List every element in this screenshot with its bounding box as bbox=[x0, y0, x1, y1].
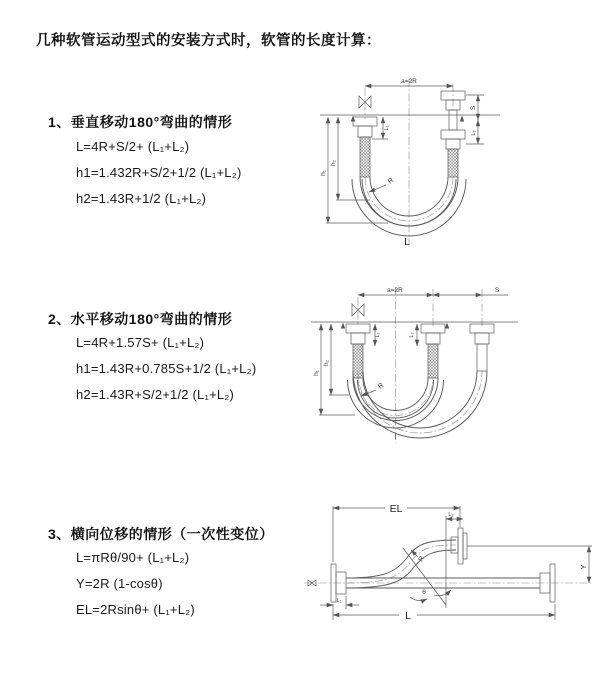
formula-line: h1=1.43R+0.785S+1/2 (L₁+L₂) bbox=[76, 361, 257, 376]
radius-label: R bbox=[417, 555, 427, 563]
formula-line: EL=2Rsinθ+ (L₁+L₂) bbox=[76, 602, 195, 617]
dimension-lines bbox=[319, 295, 508, 439]
dim-label-h1: h₁ bbox=[313, 370, 320, 376]
dim-label-l2: L₂ bbox=[471, 130, 477, 136]
theta-label: θ bbox=[422, 589, 426, 596]
formula-line: h2=1.43R+S/2+1/2 (L₁+L₂) bbox=[76, 387, 235, 402]
hose-curves bbox=[346, 540, 540, 588]
dim-label-h2: h₂ bbox=[323, 359, 330, 367]
dim-label-l2: L₂ bbox=[409, 332, 415, 338]
diagram-labels bbox=[313, 287, 500, 391]
radius-label: R bbox=[376, 381, 386, 391]
fittings bbox=[308, 528, 555, 602]
formula-line: L=4R+1.57S+ (L₁+L₂) bbox=[76, 335, 205, 350]
section-2-formulas bbox=[76, 330, 256, 408]
radius-label: R bbox=[386, 176, 396, 186]
length-label: L bbox=[405, 610, 411, 622]
centerlines bbox=[365, 79, 453, 245]
dim-label-y: Y bbox=[581, 564, 588, 570]
hose-curves bbox=[348, 371, 488, 438]
dim-label-l1: L₁ bbox=[375, 332, 381, 338]
dim-label-s: S bbox=[470, 105, 477, 111]
dim-label-span: a=2R bbox=[387, 287, 403, 294]
section-1-heading: 1、垂直移动180°弯曲的情形 bbox=[48, 114, 233, 130]
dim-label-l1: L₁ bbox=[384, 125, 390, 131]
page-title: 几种软管运动型式的安装方式时，软管的长度计算： bbox=[36, 33, 381, 49]
mount-line bbox=[320, 115, 500, 122]
dim-label-span: a=2R bbox=[401, 78, 417, 85]
diagram-labels bbox=[337, 503, 588, 622]
section-1-formulas bbox=[76, 134, 242, 212]
centerlines bbox=[358, 287, 482, 443]
dim-label-h1: h₁ bbox=[320, 170, 327, 176]
dim-label-l2: L₂ bbox=[448, 512, 454, 518]
section-2-heading: 2、水平移动180°弯曲的情形 bbox=[48, 311, 233, 327]
formula-line: L=4R+S/2+ (L₁+L₂) bbox=[76, 139, 190, 154]
fittings bbox=[346, 304, 494, 378]
diagram-horizontal-180 bbox=[303, 281, 600, 459]
formula-line: L=πRθ/90+ (L₁+L₂) bbox=[76, 550, 190, 565]
dim-label-l1: L₁ bbox=[336, 598, 342, 604]
section-3-heading: 3、横向位移的情形（一次性变位） bbox=[48, 526, 274, 542]
el-label: EL bbox=[389, 503, 403, 515]
dim-label-s: S bbox=[494, 287, 500, 294]
dim-label-h2: h₂ bbox=[330, 159, 337, 167]
reference-lines bbox=[333, 506, 592, 620]
formula-line: h1=1.432R+S/2+1/2 (L₁+L₂) bbox=[76, 165, 242, 180]
section-3-formulas bbox=[76, 545, 195, 623]
formula-line: h2=1.43R+1/2 (L₁+L₂) bbox=[76, 191, 207, 206]
diagram-vertical-180 bbox=[308, 73, 600, 255]
length-label: L bbox=[404, 236, 410, 248]
formula-line: Y=2R (1-cosθ) bbox=[76, 576, 163, 591]
mount-line bbox=[311, 322, 518, 329]
diagram-lateral-displacement bbox=[300, 500, 600, 650]
dimension-lines bbox=[320, 508, 589, 615]
